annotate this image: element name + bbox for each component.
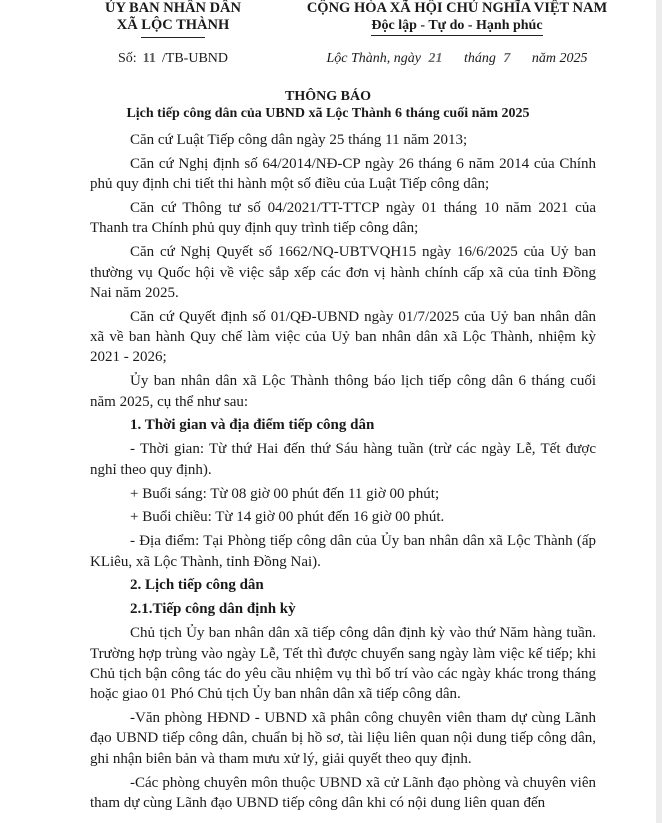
doc-number-suffix: /TB-UBND	[161, 51, 229, 66]
date-month-label: tháng	[463, 51, 496, 66]
departments-paragraph: -Các phòng chuyên môn thuộc UBND xã cử Lãnh đạo phòng và chuyên viên tham dự cùng Lãnh đạo UBND tiếp công dân khi có nội dung liên quan đến	[90, 774, 596, 811]
document-number	[78, 51, 268, 67]
schedule-morning: + Buổi sáng: Từ 08 giờ 00 phút đến 11 giờ 00 phút;	[130, 485, 440, 502]
legal-basis-4: Căn cứ Nghị Quyết số 1662/NQ-UBTVQH15 ngày 16/6/2025 của Uỷ ban thường vụ Quốc hội về việc sắp xếp các đơn vị hành chính cấp xã của tỉnh Đồng Nai năm 2025.	[90, 244, 596, 301]
date-year: năm 2025	[531, 51, 588, 66]
agency-header	[78, 0, 268, 38]
title-subheading: Lịch tiếp công dân của UBND xã Lộc Thành 6 tháng cuối năm 2025	[126, 106, 530, 121]
intro-paragraph: Ủy ban nhân dân xã Lộc Thành thông báo lịch tiếp công dân 6 tháng cuối năm 2025, cụ thể như sau:	[90, 373, 596, 410]
date-month: 7	[503, 51, 511, 66]
periodic-reception-paragraph: Chủ tịch Ủy ban nhân dân xã tiếp công dân định kỳ vào thứ Năm hàng tuần. Trường hợp trùng vào ngày Lễ, Tết thì được chuyển sang ngày làm việc kế tiếp; khi Chủ tịch bận công tác do yêu cầu nhiệm vụ thì bố trí vào các ngày khác trong tháng hoặc giao 01 Phó Chủ tịch Ủy ban nhân dân xã tiếp công dân.	[90, 625, 596, 703]
date-day: 21	[428, 51, 443, 66]
legal-basis-2: Căn cứ Nghị định số 64/2014/NĐ-CP ngày 26 tháng 6 năm 2014 của Chính phủ quy định chi tiết thi hành một số điều của Luật Tiếp công dân;	[90, 155, 596, 193]
doc-number-prefix: Số:	[117, 51, 137, 66]
section-2-1-heading: 2.1.Tiếp công dân định kỳ	[130, 601, 296, 618]
nation-title: CỘNG HÒA XÃ HỘI CHỦ NGHĨA VIỆT NAM	[306, 0, 608, 16]
schedule-time: - Thời gian: Từ thứ Hai đến thứ Sáu hàng tuần (trừ các ngày Lễ, Tết được nghỉ theo quy định).	[90, 441, 596, 478]
document-header	[0, 0, 656, 88]
legal-basis-5: Căn cứ Quyết định số 01/QĐ-UBND ngày 01/7/2025 của Uỷ ban nhân dân xã về ban hành Quy chế làm việc của Uỷ ban nhân dân xã Lộc Thành, nhiệm kỳ 2021 - 2026;	[90, 308, 596, 366]
document-title	[0, 88, 656, 122]
legal-basis-3: Căn cứ Thông tư số 04/2021/TT-TTCP ngày 01 tháng 10 năm 2021 của Thanh tra Chính phủ quy định quy trình tiếp công dân;	[90, 200, 596, 237]
title-heading: THÔNG BÁO	[285, 89, 371, 104]
place-date	[266, 51, 648, 67]
legal-basis-1: Căn cứ Luật Tiếp công dân ngày 25 tháng 11 năm 2013;	[130, 132, 468, 148]
agency-name: ỦY BAN NHÂN DÂN	[104, 0, 241, 16]
doc-number-value: 11	[142, 51, 156, 66]
national-header	[266, 0, 648, 36]
schedule-afternoon: + Buổi chiều: Từ 14 giờ 00 phút đến 16 giờ 00 phút.	[130, 509, 445, 526]
agency-underline	[141, 37, 205, 38]
national-motto: Độc lập - Tự do - Hạnh phúc	[371, 17, 542, 36]
place-date-prefix: Lộc Thành, ngày	[326, 51, 421, 66]
document-body	[90, 130, 596, 823]
office-assignment-paragraph: -Văn phòng HĐND - UBND xã phân công chuyên viên tham dự cùng Lãnh đạo UBND tiếp công dân, chuẩn bị hồ sơ, tài liệu liên quan nội dung tiếp công dân, ghi nhận biên bản và tham mưu xử lý, giải quyết theo quy định.	[90, 710, 596, 767]
section-1-heading: 1. Thời gian và địa điểm tiếp công dân	[130, 417, 375, 434]
commune-name: XÃ LỘC THÀNH	[116, 17, 230, 33]
schedule-location: - Địa điểm: Tại Phòng tiếp công dân của Ủy ban nhân dân xã Lộc Thành (ấp KLiêu, xã Lộc Thành, tỉnh Đồng Nai).	[90, 533, 596, 570]
section-2-heading: 2. Lịch tiếp công dân	[130, 577, 264, 594]
